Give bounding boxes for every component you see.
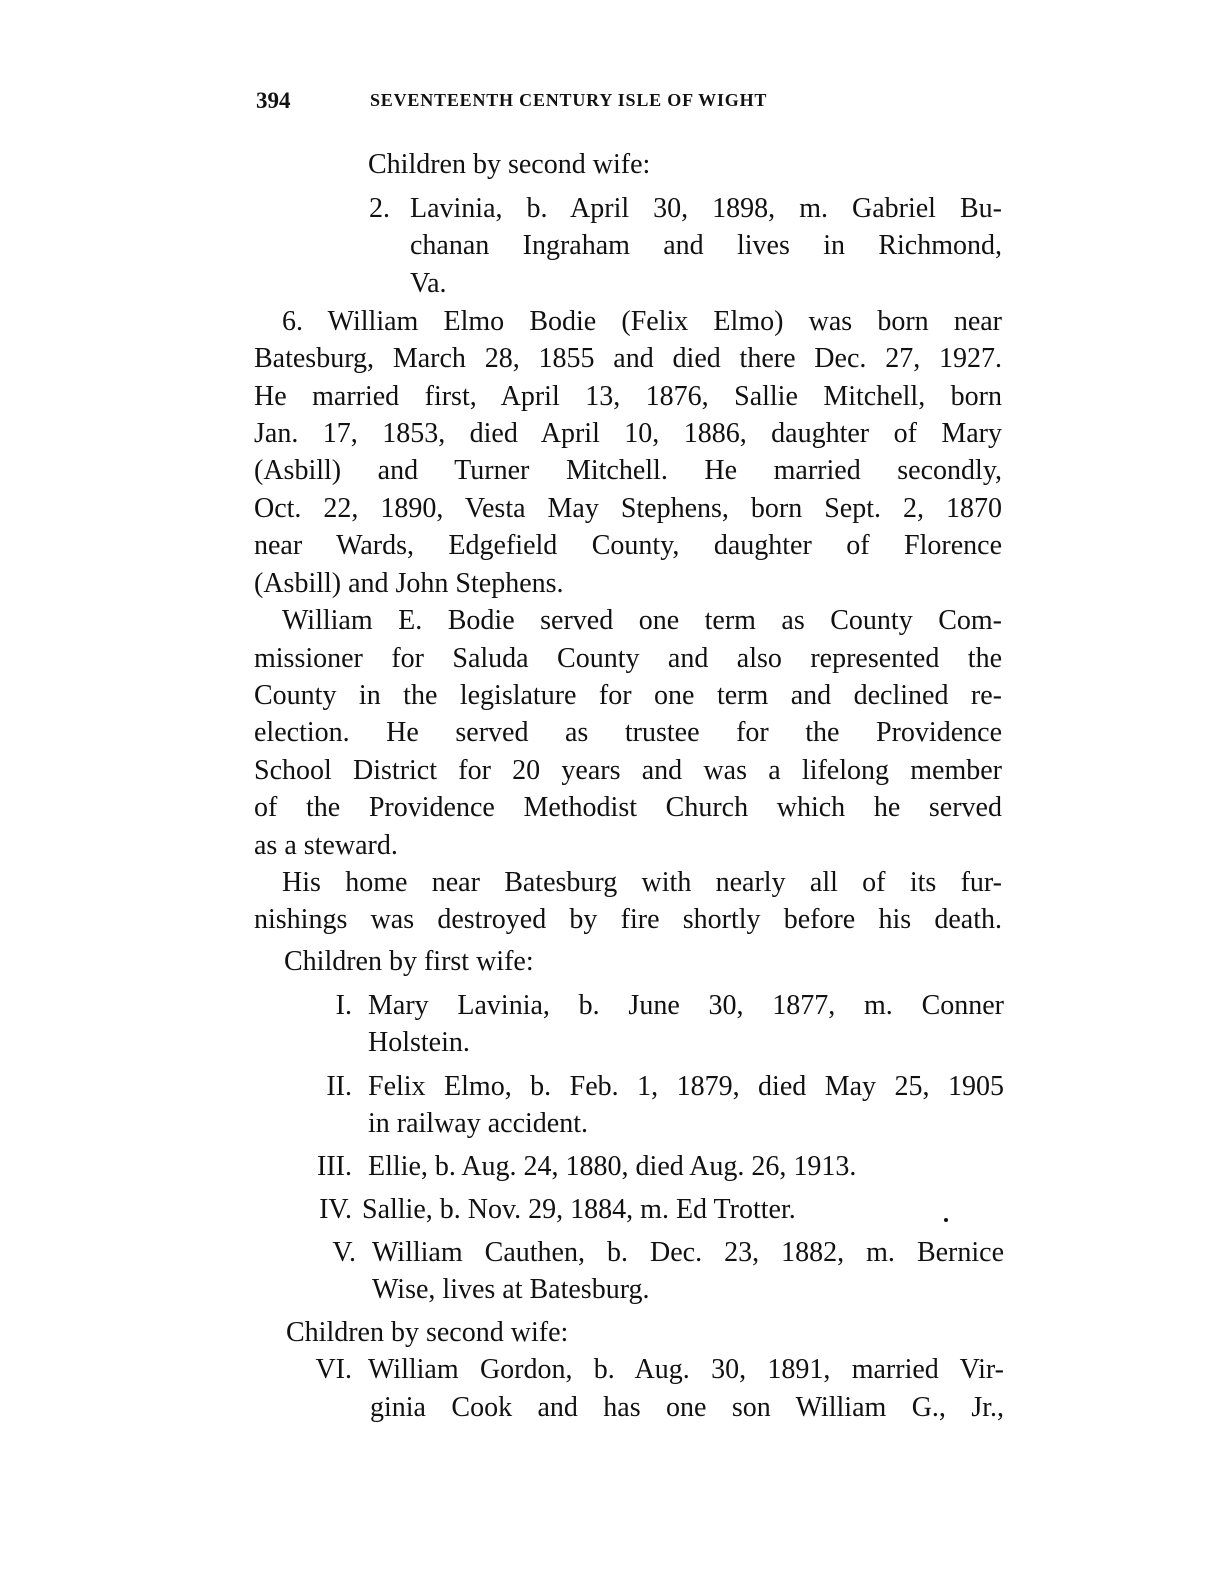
paragraph-line: nishings was destroyed by fire shortly before his death. bbox=[254, 904, 1002, 935]
roman-numeral: V. bbox=[332, 1237, 356, 1268]
paragraph-line: of the Providence Methodist Church which he served bbox=[254, 792, 1002, 823]
list-item-line: ginia Cook and has one son William G., Jr., bbox=[370, 1392, 1004, 1423]
roman-numeral: VI. bbox=[315, 1354, 352, 1385]
roman-numeral: IV. bbox=[319, 1194, 352, 1225]
paragraph-line: His home near Batesburg with nearly all of its fur- bbox=[282, 867, 1002, 898]
roman-numeral: II. bbox=[326, 1071, 352, 1102]
list-item-line: in railway accident. bbox=[368, 1108, 589, 1139]
paragraph-line: near Wards, Edgefield County, daughter of Florence bbox=[254, 530, 1002, 561]
list-item-line: William Gordon, b. Aug. 30, 1891, married Vir- bbox=[368, 1354, 1004, 1385]
paragraph-line: (Asbill) and John Stephens. bbox=[254, 568, 564, 599]
section-heading: Children by second wife: bbox=[286, 1317, 569, 1348]
list-item-line: Ellie, b. Aug. 24, 1880, died Aug. 26, 1913. bbox=[368, 1151, 857, 1182]
list-item-line: Mary Lavinia, b. June 30, 1877, m. Conner bbox=[368, 990, 1004, 1021]
roman-numeral: III. bbox=[317, 1151, 352, 1182]
list-item-line: Lavinia, b. April 30, 1898, m. Gabriel Bu- bbox=[410, 193, 1002, 224]
paragraph-line: election. He served as trustee for the Providence bbox=[254, 717, 1002, 748]
list-item-line: William Cauthen, b. Dec. 23, 1882, m. Bernice bbox=[372, 1237, 1004, 1268]
page-number: 394 bbox=[256, 88, 291, 113]
paragraph-line: School District for 20 years and was a lifelong member bbox=[254, 755, 1002, 786]
list-item-line: chanan Ingraham and lives in Richmond, bbox=[410, 230, 1002, 261]
page-header bbox=[256, 88, 1006, 118]
list-item-line: Va. bbox=[410, 268, 447, 299]
list-item-line: Sallie, b. Nov. 29, 1884, m. Ed Trotter. bbox=[362, 1194, 796, 1225]
paragraph-line: Jan. 17, 1853, died April 10, 1886, daughter of Mary bbox=[254, 418, 1002, 449]
paragraph-line: County in the legislature for one term and declined re- bbox=[254, 680, 1002, 711]
paragraph-line: William E. Bodie served one term as County Com- bbox=[282, 605, 1002, 636]
paragraph-line: Oct. 22, 1890, Vesta May Stephens, born Sept. 2, 1870 bbox=[254, 493, 1002, 524]
paragraph-line: (Asbill) and Turner Mitchell. He married secondly, bbox=[254, 455, 1002, 486]
paragraph-line: as a steward. bbox=[254, 830, 398, 861]
stray-ink-mark bbox=[944, 1218, 948, 1222]
item-number: 2. bbox=[369, 193, 390, 224]
list-item-line: Wise, lives at Batesburg. bbox=[372, 1274, 650, 1305]
paragraph-line: 6. William Elmo Bodie (Felix Elmo) was born near bbox=[282, 306, 1002, 337]
running-title: SEVENTEENTH CENTURY ISLE OF WIGHT bbox=[370, 90, 768, 110]
roman-numeral: I. bbox=[335, 990, 352, 1021]
paragraph-line: He married first, April 13, 1876, Sallie Mitchell, born bbox=[254, 381, 1002, 412]
section-heading: Children by second wife: bbox=[368, 149, 651, 180]
list-item-line: Holstein. bbox=[368, 1027, 470, 1058]
paragraph-line: missioner for Saluda County and also represented the bbox=[254, 643, 1002, 674]
section-heading: Children by first wife: bbox=[284, 946, 534, 977]
paragraph-line: Batesburg, March 28, 1855 and died there Dec. 27, 1927. bbox=[254, 343, 1002, 374]
list-item-line: Felix Elmo, b. Feb. 1, 1879, died May 25, 1905 bbox=[368, 1071, 1004, 1102]
